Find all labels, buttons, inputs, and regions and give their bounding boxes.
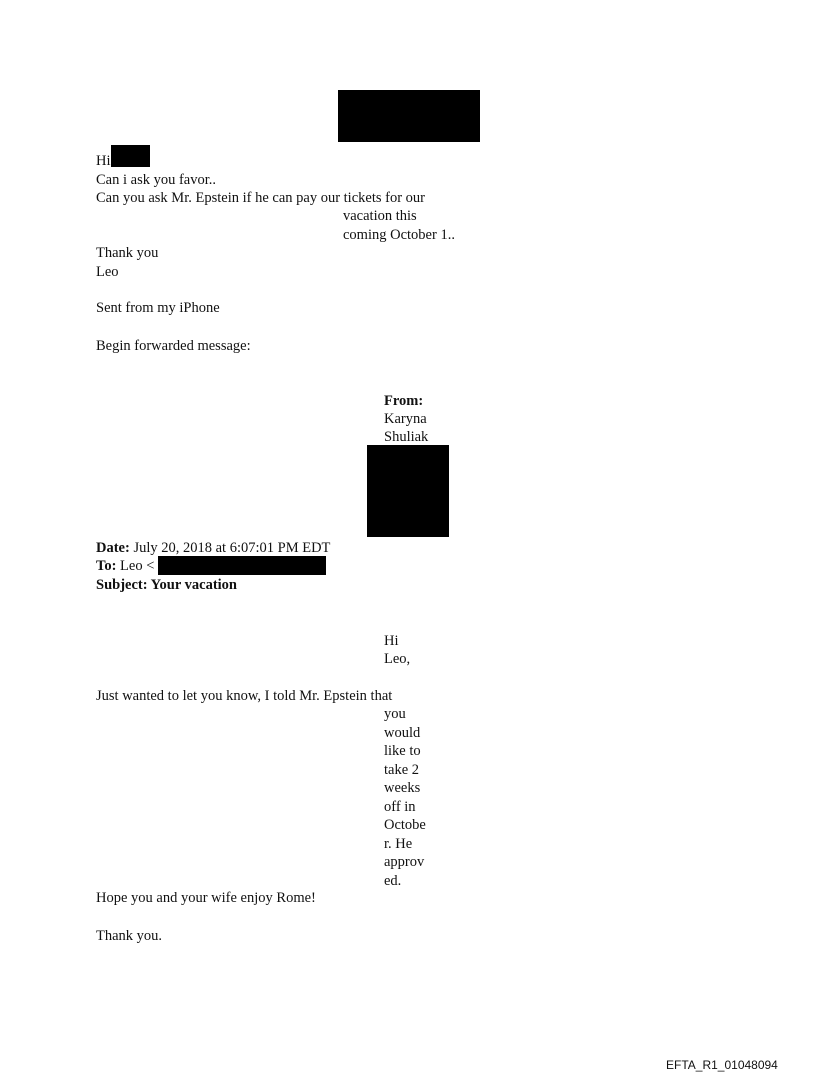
forwarded-greeting-1: Hi: [384, 633, 399, 649]
date-line: [96, 539, 330, 557]
signature: Leo: [96, 264, 119, 280]
wrapped-word: take 2: [384, 761, 420, 778]
to-value: Leo <: [120, 558, 155, 574]
thank-you: Thank you: [96, 245, 159, 261]
wrapped-word: Octobe: [384, 817, 426, 833]
wrapped-word: would: [384, 724, 421, 741]
forwarded-thanks: Thank you.: [96, 928, 163, 944]
forwarded-label: Begin forwarded message:: [96, 338, 251, 354]
redaction-block-top: [338, 90, 480, 142]
sent-from: Sent from my iPhone: [96, 300, 220, 316]
document-id: EFTA_R1_01048094: [666, 1058, 778, 1072]
redaction-from-email: [367, 445, 449, 537]
forwarded-line-a: Just wanted to let you know, I told Mr. Epstein that: [96, 688, 393, 704]
wrapped-word: weeks: [384, 780, 421, 796]
message-line-2-wrap-2: coming October 1..: [343, 227, 455, 243]
wrapped-word: off in: [384, 798, 416, 815]
message-line-2-wrap-1: vacation this: [343, 208, 417, 224]
message-line-1: Can i ask you favor..: [96, 172, 217, 188]
to-line: [96, 557, 154, 575]
from-label: From:: [384, 393, 424, 409]
subject-label: Subject:: [96, 577, 148, 593]
forwarded-wrapped-column: [384, 705, 426, 890]
forwarded-closing: Hope you and your wife enjoy Rome!: [96, 890, 316, 906]
subject-value: Your vacation: [150, 577, 237, 593]
to-label: To:: [96, 558, 117, 574]
subject-line: [96, 576, 237, 594]
greeting: Hi: [96, 153, 111, 169]
wrapped-word: r. He: [384, 835, 413, 852]
wrapped-word: approv: [384, 854, 425, 870]
from-name-2: Shuliak: [384, 429, 429, 445]
date-label: Date:: [96, 540, 130, 556]
redaction-name: [111, 145, 150, 167]
from-name-1: Karyna: [384, 411, 427, 427]
redaction-to-email: [158, 556, 326, 575]
wrapped-word: you: [384, 706, 406, 722]
message-line-2: Can you ask Mr. Epstein if he can pay our tickets for our: [96, 190, 425, 206]
forwarded-greeting-2: Leo,: [384, 651, 411, 667]
wrapped-word: ed.: [384, 872, 402, 889]
date-value: July 20, 2018 at 6:07:01 PM EDT: [133, 540, 331, 556]
wrapped-word: like to: [384, 743, 421, 759]
